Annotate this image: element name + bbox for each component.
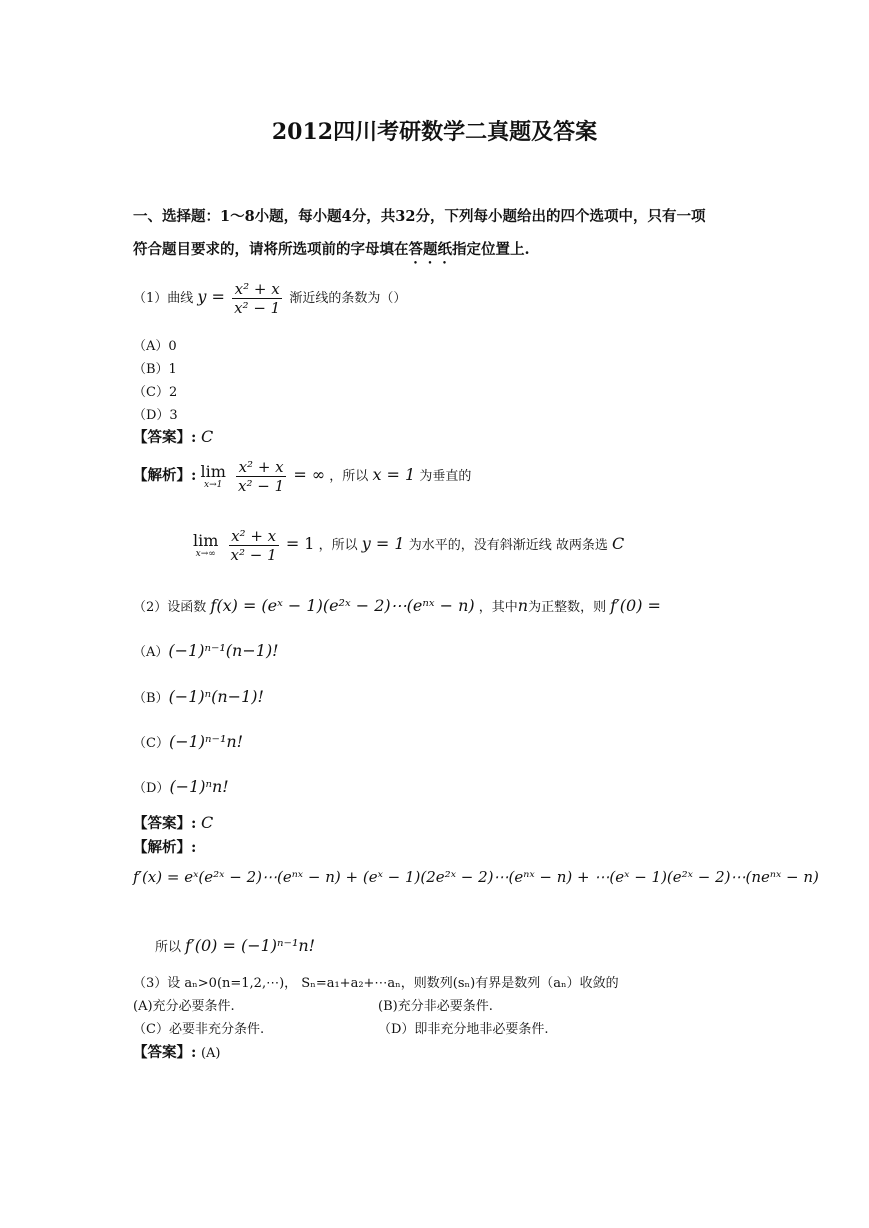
- section-heading-line2: [133, 238, 530, 267]
- q1-lim2-rhs: = 1: [285, 534, 315, 553]
- q1-lim1-text-a: ，所以: [329, 469, 369, 484]
- q2-option-b-expr: (−1)ⁿ(n−1)!: [168, 687, 264, 706]
- q1-lim1-eq: x = 1: [372, 465, 416, 484]
- q2-option-c: [133, 732, 243, 751]
- q3-option-b: (B)充分非必要条件.: [378, 999, 493, 1014]
- q1-lim2-text-a: ，所以: [318, 538, 358, 553]
- q2-answer: [133, 812, 213, 833]
- q2-option-a-label: （A）: [133, 645, 169, 660]
- q1-lim1-denominator: x² − 1: [238, 477, 285, 495]
- q1-lim1-text-b: 为垂直的: [419, 469, 472, 484]
- q1-prefix: （1）曲线: [133, 291, 194, 306]
- q1-option-a: （A）0: [133, 339, 177, 354]
- q2-answer-value: C: [200, 813, 214, 832]
- q2-option-d-label: （D）: [133, 781, 170, 796]
- q2-conclusion-expr: f′(0) = (−1)ⁿ⁻¹n!: [185, 936, 316, 955]
- section-heading-emphasis: 答题纸: [408, 241, 452, 258]
- q1-lim1-rhs: = ∞: [293, 465, 326, 484]
- q1-lim2-text-b: 为水平的，没有斜渐近线 故两条选: [408, 538, 608, 553]
- q1-answer-label: 【答案】:: [133, 429, 197, 446]
- q2-option-a: [133, 641, 279, 660]
- q3-option-d: （D）即非充分地非必要条件.: [378, 1022, 549, 1037]
- q2-option-d-expr: (−1)ⁿn!: [169, 777, 229, 796]
- q1-option-d: （D）3: [133, 408, 178, 423]
- q2-option-a-expr: (−1)ⁿ⁻¹(n−1)!: [168, 641, 279, 660]
- q3-answer-label: 【答案】:: [133, 1044, 197, 1061]
- q2-option-d: [133, 777, 229, 796]
- q1-lim2-denominator: x² − 1: [230, 546, 277, 564]
- q2-conclusion: [155, 936, 315, 955]
- q1-lim1: [200, 461, 226, 490]
- q1-fraction: [232, 280, 282, 317]
- section-heading-line1: 一、选择题：1～8小题，每小题4分，共32分，下列每小题给出的四个选项中，只有一项: [133, 208, 706, 225]
- q1-lim2: [193, 530, 219, 559]
- q1-analysis-line1: [133, 458, 471, 495]
- q2-option-b-label: （B）: [133, 691, 169, 706]
- q2-option-b: [133, 687, 264, 706]
- section-heading-text-c: 指定位置上.: [452, 241, 530, 258]
- q1-denominator: x² − 1: [234, 299, 281, 317]
- q3-answer: [133, 1041, 221, 1062]
- q1-answer-value: C: [200, 427, 214, 446]
- q1-lim1-fraction: [236, 458, 286, 495]
- q2-conclusion-text: 所以: [155, 940, 182, 955]
- q2-analysis-label: 【解析】:: [133, 839, 197, 856]
- q1-lhs: y =: [197, 287, 225, 306]
- q2-ask: f′(0) =: [610, 596, 661, 615]
- q1-lim2-numerator: x² + x: [231, 527, 277, 545]
- q2-option-c-expr: (−1)ⁿ⁻¹n!: [168, 732, 244, 751]
- q2-prefix: （2）设函数: [133, 600, 207, 615]
- q2-mid2: 为正整数，则: [528, 600, 607, 615]
- q1-analysis-line2: [193, 527, 624, 564]
- page-title: 2012四川考研数学二真题及答案: [271, 119, 598, 145]
- q2-option-c-label: （C）: [133, 736, 169, 751]
- q1-suffix: 渐近线的条数为（）: [289, 291, 407, 306]
- section-heading-text-a: 符合题目要求的，请将所选项前的字母填在: [133, 241, 409, 258]
- q2-n: n: [517, 596, 529, 615]
- q3-option-a: (A)充分必要条件.: [133, 999, 235, 1014]
- q1-lim2-eq: y = 1: [361, 534, 405, 553]
- question-3-stem: （3）设 aₙ>0(n=1,2,⋯)， Sₙ=a₁+a₂+⋯aₙ，则数列(sₙ)有界是数列（aₙ）收敛的: [133, 976, 619, 991]
- q3-answer-value: (A): [200, 1046, 221, 1061]
- q1-option-b: （B）1: [133, 362, 177, 377]
- question-2-stem: [133, 596, 661, 615]
- q2-derivation-expr: f′(x) = eˣ(e²ˣ − 2)⋯(eⁿˣ − n) + (eˣ − 1)(2e²ˣ − 2)⋯(eⁿˣ − n) + ⋯(eˣ − 1)(e²ˣ − 2)⋯(neⁿˣ − n): [133, 868, 819, 886]
- q2-mid: ，其中: [478, 600, 518, 615]
- q2-function: f(x) = (eˣ − 1)(e²ˣ − 2)⋯(eⁿˣ − n): [210, 596, 475, 615]
- q2-answer-label: 【答案】:: [133, 815, 197, 832]
- q1-numerator: x² + x: [234, 280, 280, 298]
- q2-derivation: [133, 868, 819, 886]
- q3-option-c: （C）必要非充分条件.: [133, 1022, 265, 1037]
- q1-option-c: （C）2: [133, 385, 178, 400]
- q1-answer: [133, 426, 213, 447]
- q1-lim1-word: lim: [200, 461, 226, 481]
- q1-lim1-numerator: x² + x: [238, 458, 284, 476]
- q1-lim1-sub: x→1: [204, 479, 223, 490]
- q1-analysis-label: 【解析】:: [133, 467, 197, 484]
- q1-lim2-sub: x→∞: [195, 548, 216, 559]
- q1-lim2-fraction: [229, 527, 279, 564]
- question-1-stem: [133, 280, 406, 317]
- q1-lim2-word: lim: [193, 530, 219, 550]
- q1-lim2-choice: C: [612, 534, 625, 553]
